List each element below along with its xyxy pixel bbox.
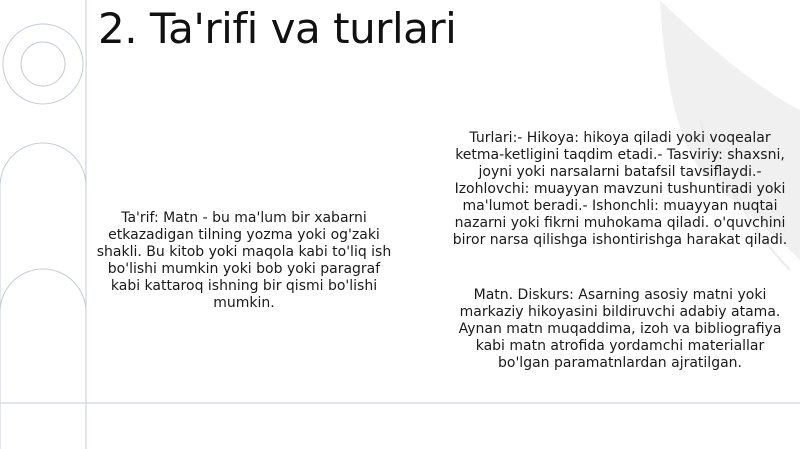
deco-arch-2 xyxy=(0,269,86,330)
deco-circle-small xyxy=(21,42,65,86)
deco-arch-1 xyxy=(0,143,86,220)
slide-title: 2. Ta'rifi va turlari xyxy=(98,4,457,53)
deco-circle-large xyxy=(3,24,83,104)
types-text: Turlari:- Hikoya: hikoya qiladi yoki voqealar ketma-ketligini taqdim etadi.- Tasviriy: shaxsni, joyni yoki narsalarni batafsil tavsiflaydi.- Izohlovchi: muayyan mavzuni tushuntiradi yoki ma'lumot beradi.- Ishonchli: muayyan nuqtai nazarni yoki fikrni muhokama qiladi. o'quvchini biror narsa qilishga ishontirishga harakat qiladi. xyxy=(452,130,788,248)
discourse-text: Matn. Diskurs: Asarning asosiy matni yoki markaziy hikoyasini bildiruvchi adabiy atama. Aynan matn muqaddima, izoh va bibliografiya kabi matn atrofida yordamchi materiallar bo'lgan paramatnlardan ajratilgan. xyxy=(458,287,782,371)
definition-text: Ta'rif: Matn - bu ma'lum bir xabarni etkazadigan tilning yozma yoki og'zaki shakli. Bu kitob yoki maqola kabi to'liq ish bo'lishi mumkin yoki bob yoki paragraf kabi kattaroq ishning bir qismi bo'lishi mumkin. xyxy=(96,210,392,311)
